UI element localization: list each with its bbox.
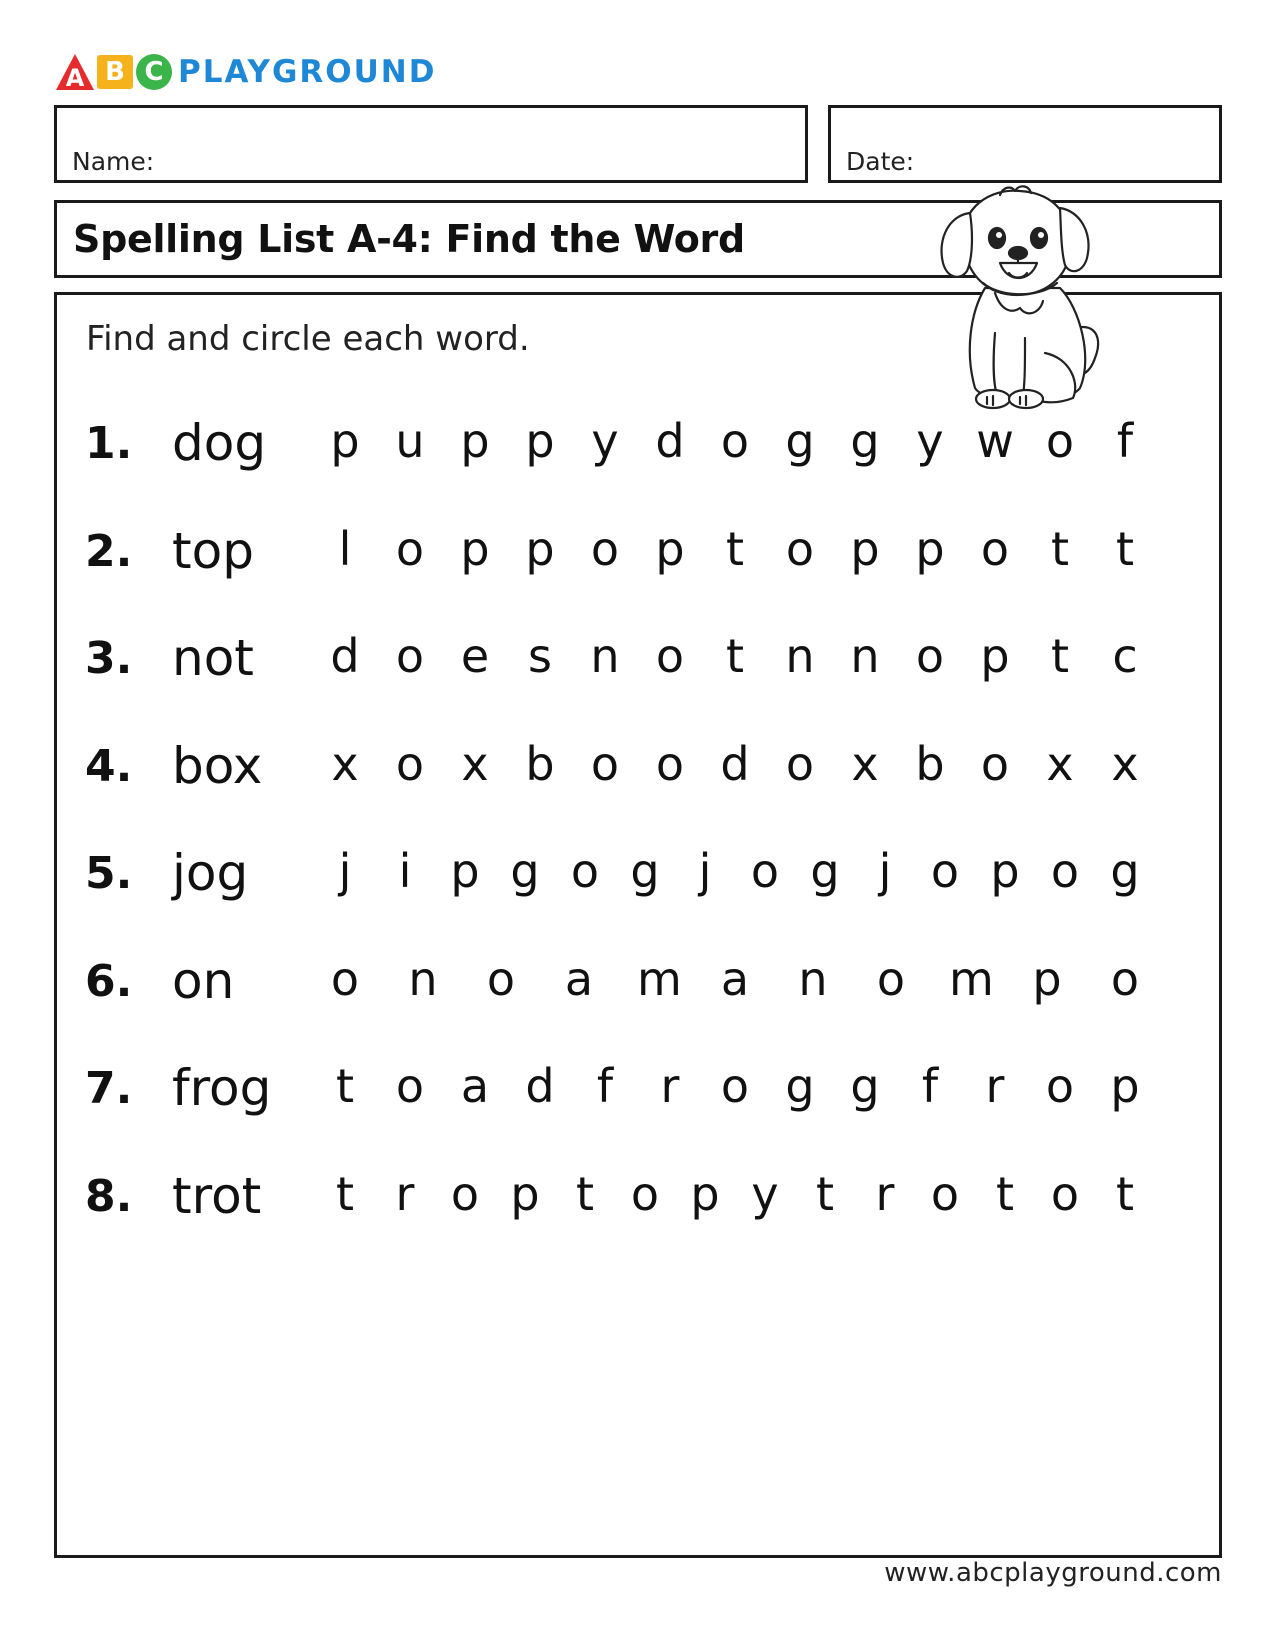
letter-cell[interactable]: m [637, 951, 682, 1006]
instruction-text: Find and circle each word. [86, 319, 530, 359]
letter-cell[interactable]: a [460, 1059, 490, 1113]
letter-cell[interactable]: p [525, 521, 555, 576]
letter-cell[interactable]: w [976, 414, 1014, 468]
letter-line [325, 844, 1225, 914]
letter-cell[interactable]: g [630, 844, 660, 898]
letter-cell[interactable]: p [690, 1166, 720, 1221]
target-word: jog [172, 844, 249, 902]
date-label: Date: [846, 147, 915, 176]
letter-cell[interactable]: o [395, 736, 425, 791]
letter-cell[interactable]: n [785, 629, 815, 683]
letter-cell[interactable]: t [335, 1059, 355, 1113]
letter-cell[interactable]: f [921, 1059, 939, 1113]
word-row [57, 1163, 1219, 1233]
letter-cell[interactable]: o [720, 1059, 750, 1113]
letter-cell[interactable]: o [395, 521, 425, 576]
letter-cell[interactable]: o [486, 951, 516, 1006]
letter-cell[interactable]: o [876, 951, 906, 1006]
letter-cell[interactable]: o [570, 844, 600, 898]
letter-line [325, 522, 1225, 592]
letter-cell[interactable]: m [949, 951, 994, 1006]
letter-cell[interactable]: o [930, 1166, 960, 1221]
letter-cell[interactable]: y [751, 1166, 779, 1221]
logo-letter-c: C [144, 57, 164, 87]
row-number: 7. [85, 1063, 133, 1114]
letter-cell[interactable]: j [338, 844, 352, 898]
letter-cell[interactable]: t [1050, 629, 1070, 683]
letter-cell[interactable]: o [750, 844, 780, 898]
letter-cell[interactable]: t [815, 1166, 835, 1221]
letter-cell[interactable]: x [1111, 736, 1139, 791]
letter-cell[interactable]: t [335, 1166, 355, 1221]
worksheet-panel [54, 292, 1222, 1558]
letter-cell[interactable]: p [655, 521, 685, 576]
letter-cell[interactable]: j [878, 844, 892, 898]
name-label: Name: [72, 147, 155, 176]
word-row [57, 840, 1219, 910]
letter-cell[interactable]: l [338, 521, 352, 576]
target-word: top [172, 521, 254, 580]
word-row [57, 518, 1219, 588]
letter-cell[interactable]: o [655, 736, 685, 791]
letter-cell[interactable]: o [785, 521, 815, 576]
word-rows [57, 295, 1219, 1555]
letter-cell[interactable]: x [851, 736, 879, 791]
letter-cell[interactable]: g [810, 844, 840, 898]
logo-letter-b: B [105, 57, 125, 87]
letter-cell[interactable]: o [395, 629, 425, 683]
letter-cell[interactable]: y [916, 414, 944, 468]
letter-cell[interactable]: n [590, 629, 620, 683]
letter-cell[interactable]: p [990, 844, 1020, 898]
letter-cell[interactable]: g [1110, 844, 1140, 898]
letter-cell[interactable]: p [450, 844, 480, 898]
letter-cell[interactable]: y [591, 414, 619, 468]
letter-cell[interactable]: n [850, 629, 880, 683]
target-word: on [172, 951, 235, 1010]
letter-cell[interactable]: x [1046, 736, 1074, 791]
logo-letter-a: A [65, 64, 85, 91]
letter-cell[interactable]: b [915, 736, 945, 791]
letter-cell[interactable]: o [655, 629, 685, 683]
letter-cell[interactable]: o [450, 1166, 480, 1221]
letter-cell[interactable]: r [395, 1166, 415, 1221]
name-field[interactable] [54, 105, 808, 183]
letter-cell[interactable]: t [725, 629, 745, 683]
letter-line [325, 1059, 1225, 1129]
letter-cell[interactable]: t [1115, 1166, 1135, 1221]
letter-cell[interactable]: o [590, 736, 620, 791]
letter-cell[interactable]: p [460, 521, 490, 576]
letter-line [325, 414, 1225, 484]
letter-cell[interactable]: t [1050, 521, 1070, 576]
letter-cell[interactable]: g [850, 1059, 880, 1113]
letter-cell[interactable]: o [330, 951, 360, 1006]
letter-cell[interactable]: o [930, 844, 960, 898]
footer-url[interactable]: www.abcplayground.com [884, 1558, 1222, 1588]
brand-name: PLAYGROUND [178, 54, 437, 90]
brand-logo [55, 52, 436, 92]
letter-cell[interactable]: p [510, 1166, 540, 1221]
letter-cell[interactable]: g [510, 844, 540, 898]
letter-cell[interactable]: r [875, 1166, 895, 1221]
letter-cell[interactable]: a [720, 951, 750, 1006]
letter-cell[interactable]: p [330, 414, 360, 468]
letter-cell[interactable]: t [725, 521, 745, 576]
row-number: 6. [85, 955, 133, 1007]
letter-cell[interactable]: t [995, 1166, 1015, 1221]
letter-cell[interactable]: s [528, 629, 552, 683]
word-row [57, 410, 1219, 480]
row-number: 1. [85, 418, 133, 469]
letter-cell[interactable]: g [850, 414, 880, 468]
row-number: 5. [85, 848, 133, 899]
target-word: trot [172, 1166, 262, 1225]
letter-cell[interactable]: p [1032, 951, 1062, 1006]
letter-cell[interactable]: p [460, 414, 490, 468]
target-word: dog [172, 414, 267, 472]
target-word: not [172, 629, 254, 687]
letter-cell[interactable]: o [1050, 844, 1080, 898]
letter-cell[interactable]: d [525, 1059, 555, 1113]
letter-cell[interactable]: r [660, 1059, 680, 1113]
logo-b-icon [97, 55, 133, 89]
letter-cell[interactable]: u [395, 414, 425, 468]
letter-cell[interactable]: e [460, 629, 490, 683]
letter-cell[interactable]: i [398, 844, 412, 898]
letter-cell[interactable]: o [395, 1059, 425, 1113]
word-row [57, 625, 1219, 695]
row-number: 2. [85, 525, 133, 577]
letter-cell[interactable]: t [1115, 521, 1135, 576]
letter-cell[interactable]: o [1110, 951, 1140, 1006]
letter-line [325, 629, 1225, 699]
letter-cell[interactable]: r [985, 1059, 1005, 1113]
letter-line [325, 1167, 1225, 1237]
letter-cell[interactable]: f [1116, 414, 1134, 468]
letter-cell[interactable]: b [525, 736, 555, 791]
letter-cell[interactable]: o [630, 1166, 660, 1221]
letter-cell[interactable]: d [720, 736, 750, 791]
letter-cell[interactable]: j [698, 844, 712, 898]
letter-cell[interactable]: d [330, 629, 360, 683]
letter-cell[interactable]: o [1050, 1166, 1080, 1221]
letter-cell[interactable]: p [525, 414, 555, 468]
row-number: 8. [85, 1170, 133, 1222]
letter-cell[interactable]: o [785, 736, 815, 791]
letter-cell[interactable]: o [1045, 1059, 1075, 1113]
word-row [57, 733, 1219, 803]
letter-cell[interactable]: a [564, 951, 594, 1006]
letter-cell[interactable]: g [785, 1059, 815, 1113]
letter-cell[interactable]: t [575, 1166, 595, 1221]
letter-cell[interactable]: g [785, 414, 815, 468]
page-title: Spelling List A-4: Find the Word [73, 217, 745, 261]
letter-cell[interactable]: o [980, 521, 1010, 576]
letter-cell[interactable]: c [1112, 629, 1138, 683]
letter-cell[interactable]: o [915, 629, 945, 683]
row-number: 3. [85, 633, 133, 684]
puppy-icon [915, 183, 1140, 418]
letter-cell[interactable]: n [408, 951, 438, 1006]
letter-cell[interactable]: p [850, 521, 880, 576]
letter-cell[interactable]: x [331, 736, 359, 791]
letter-line [325, 952, 1225, 1022]
logo-c-icon [136, 54, 172, 90]
letter-cell[interactable]: p [980, 629, 1010, 683]
letter-cell[interactable]: d [655, 414, 685, 468]
letter-cell[interactable]: o [1045, 414, 1075, 468]
letter-line [325, 737, 1225, 807]
letter-cell[interactable]: n [798, 951, 828, 1006]
letter-cell[interactable]: o [980, 736, 1010, 791]
letter-cell[interactable]: p [1110, 1059, 1140, 1113]
letter-cell[interactable]: x [461, 736, 489, 791]
target-word: frog [172, 1059, 272, 1117]
letter-cell[interactable]: o [720, 414, 750, 468]
letter-cell[interactable]: f [596, 1059, 614, 1113]
logo-a-icon [55, 53, 95, 91]
row-number: 4. [85, 740, 133, 792]
letter-cell[interactable]: p [915, 521, 945, 576]
word-row [57, 948, 1219, 1018]
date-field[interactable] [828, 105, 1222, 183]
letter-cell[interactable]: o [590, 521, 620, 576]
word-row [57, 1055, 1219, 1125]
target-word: box [172, 736, 263, 795]
